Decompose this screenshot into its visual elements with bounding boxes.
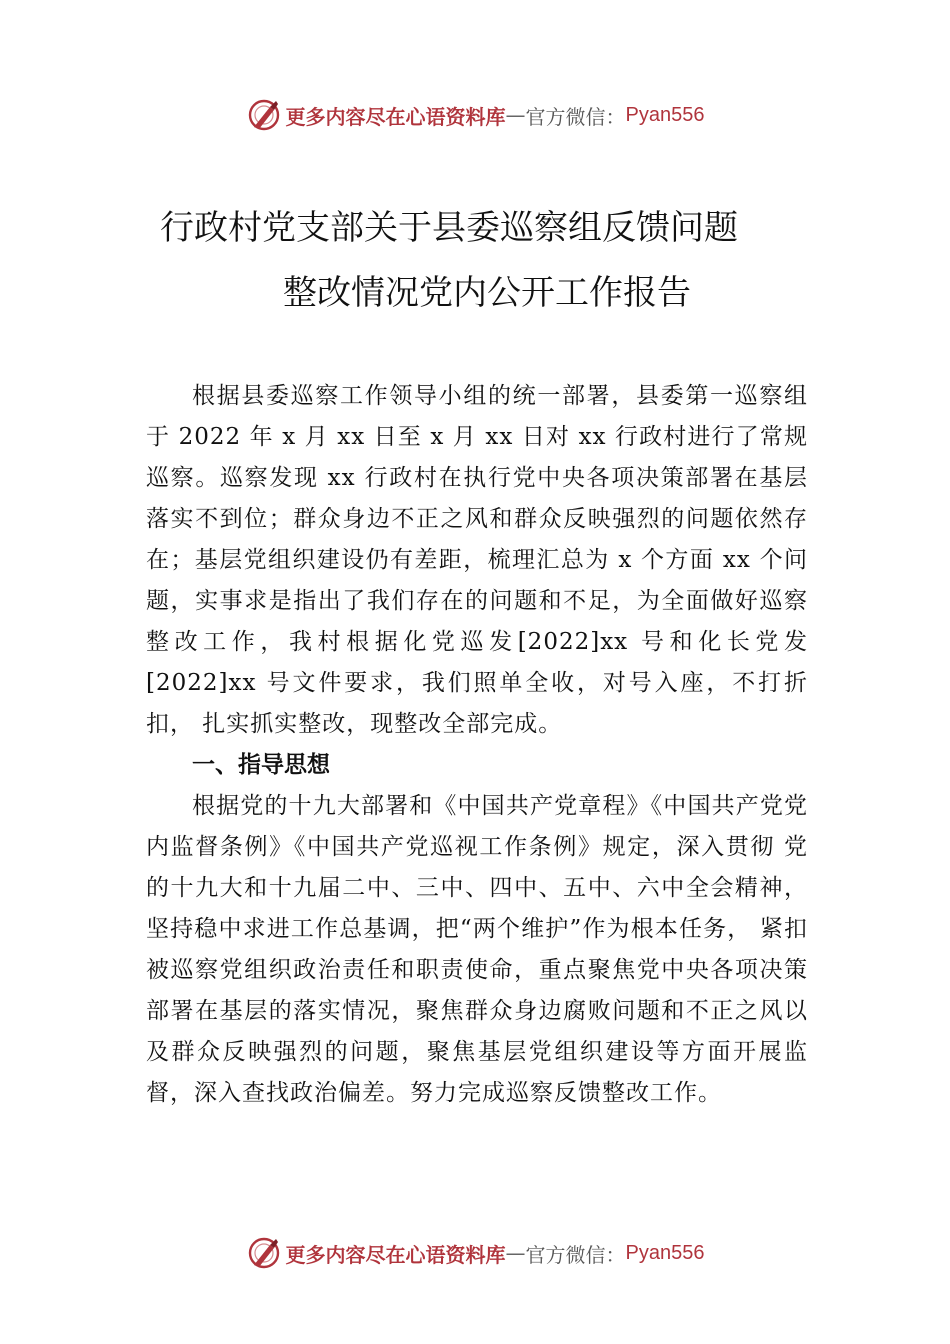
title-line-2: 整改情况党内公开工作报告 [283, 273, 691, 313]
banner-separator: — [505, 1241, 526, 1265]
paragraph-guiding-thought: 根据党的十九大部署和《中国共产党章程》《中国共产党党内监督条例》《中国共产党巡视工作条例》规定，深入贯彻 党的十九大和十九届二中、三中、四中、五中、六中全会精神，坚持稳中求进工作总基调，把“两个维护”作为根本任务， 紧扣被巡察党组织政治责任和职责使命，重点聚焦党中央各项决策部署在基层的落实情况，聚焦群众身边腐败问题和不正之风以及群众反映强烈的问题，聚焦基层党组织建设等方面开展监督，深入查找政治偏差。努力完成巡察反馈整改工作。 [146, 793, 808, 1106]
banner-wechat-label: 官方微信： [525, 1242, 626, 1267]
header-banner [0, 95, 950, 135]
section-heading-guiding-thought: 一、指导思想 [192, 752, 330, 778]
banner-brand-text: 更多内容尽在心语资料库 [285, 104, 506, 129]
paragraph-intro: 根据县委巡察工作领导小组的统一部署，县委第一巡察组于 2022 年 x 月 xx 日至 x 月 xx 日对 xx 行政村进行了常规巡察。巡察发现 xx 行政村在执行党中央各项决策部署在基层落实不到位；群众身边不正之风和群众反映强烈的问题依然存在；基层党组织建设仍有差距，梳理汇总为 x 个方面 xx 个问题，实事求是指出了我们存在的问题和不足，为全面做好巡察整改工作，我村根据化党巡发[2022]xx 号和化长党发[2022]xx 号文件要求，我们照单全收，对号入座，不打折扣， 扎实抓实整改，现整改全部完成。 [146, 383, 808, 737]
banner-wechat-label: 官方微信： [525, 104, 626, 129]
footer-banner [0, 1233, 950, 1273]
pen-nib-logo-icon [246, 97, 282, 133]
banner-separator: — [505, 103, 526, 127]
document-body [146, 376, 808, 1114]
pen-nib-logo-icon [246, 1235, 282, 1271]
title-line-1: 行政村党支部关于县委巡察组反馈问题 [160, 208, 738, 248]
banner-wechat-id: Pyan556 [625, 103, 705, 126]
banner-brand-text: 更多内容尽在心语资料库 [285, 1242, 506, 1267]
banner-wechat-id: Pyan556 [625, 1241, 705, 1264]
